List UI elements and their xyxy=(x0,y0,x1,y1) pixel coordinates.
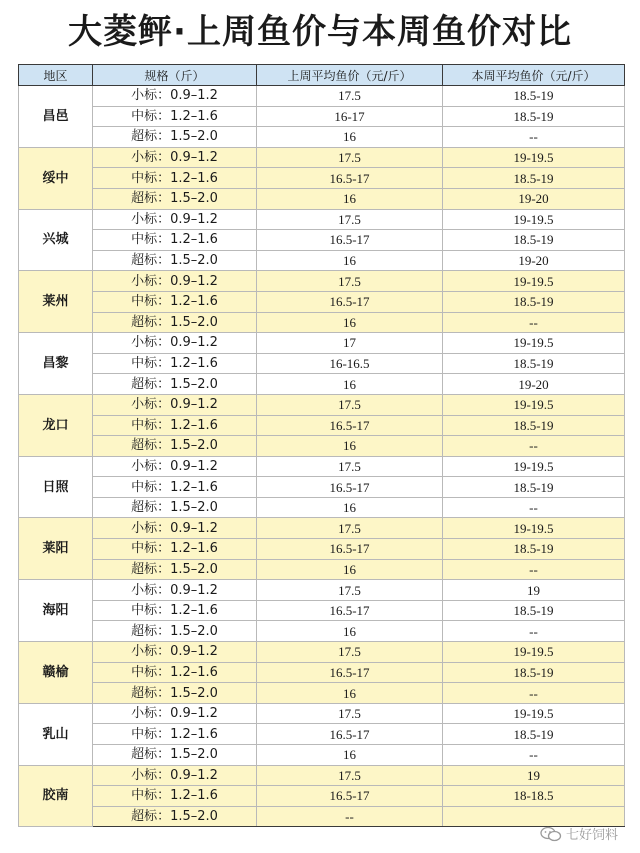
spec-cell: 中标：1.2–1.6 xyxy=(93,106,257,127)
spec-cell: 中标：1.2–1.6 xyxy=(93,600,257,621)
this-week-price-cell: 19-19.5 xyxy=(443,271,625,292)
region-name: 海阳 xyxy=(19,580,93,642)
this-week-price-cell: -- xyxy=(443,312,625,333)
table-row xyxy=(19,127,625,148)
last-week-price-cell: 16 xyxy=(257,127,443,148)
last-week-price-cell: 16 xyxy=(257,250,443,271)
region-name: 昌邑 xyxy=(19,86,93,148)
table-row xyxy=(19,600,625,621)
last-week-price-cell: 16.5-17 xyxy=(257,662,443,683)
this-week-price-cell: 19-19.5 xyxy=(443,456,625,477)
last-week-price-cell: 16 xyxy=(257,374,443,395)
region-name: 绥中 xyxy=(19,147,93,209)
last-week-price-cell: 17.5 xyxy=(257,271,443,292)
this-week-price-cell: -- xyxy=(443,621,625,642)
table-row xyxy=(19,724,625,745)
page-title: 大菱鲆·上周鱼价与本周鱼价对比 xyxy=(68,12,572,52)
last-week-price-cell: 16 xyxy=(257,188,443,209)
table-row xyxy=(19,312,625,333)
last-week-price-cell: 16.5-17 xyxy=(257,291,443,312)
this-week-price-cell: 18.5-19 xyxy=(443,353,625,374)
spec-cell: 小标：0.9–1.2 xyxy=(93,703,257,724)
spec-cell: 超标：1.5–2.0 xyxy=(93,250,257,271)
header-last-week-price: 上周平均鱼价（元/斤） xyxy=(257,65,443,86)
spec-cell: 中标：1.2–1.6 xyxy=(93,477,257,498)
wechat-icon xyxy=(540,826,562,842)
spec-cell: 超标：1.5–2.0 xyxy=(93,312,257,333)
this-week-price-cell: -- xyxy=(443,559,625,580)
last-week-price-cell: 16.5-17 xyxy=(257,230,443,251)
price-comparison-table xyxy=(18,64,625,827)
spec-cell: 超标：1.5–2.0 xyxy=(93,559,257,580)
table-row xyxy=(19,353,625,374)
table-row xyxy=(19,662,625,683)
table-row xyxy=(19,374,625,395)
region-name: 胶南 xyxy=(19,765,93,827)
table-row xyxy=(19,765,625,786)
this-week-price-cell: 18.5-19 xyxy=(443,106,625,127)
region-name: 莱阳 xyxy=(19,518,93,580)
table-row xyxy=(19,745,625,766)
last-week-price-cell: 16.5-17 xyxy=(257,724,443,745)
region-name: 昌黎 xyxy=(19,333,93,395)
table-row xyxy=(19,621,625,642)
last-week-price-cell: 16 xyxy=(257,559,443,580)
last-week-price-cell: 16-17 xyxy=(257,106,443,127)
this-week-price-cell: 18.5-19 xyxy=(443,724,625,745)
this-week-price-cell: 18.5-19 xyxy=(443,291,625,312)
last-week-price-cell: 17.5 xyxy=(257,394,443,415)
spec-cell: 小标：0.9–1.2 xyxy=(93,86,257,107)
this-week-price-cell: -- xyxy=(443,436,625,457)
this-week-price-cell: 19-19.5 xyxy=(443,518,625,539)
last-week-price-cell: 16.5-17 xyxy=(257,786,443,807)
this-week-price-cell: 19-20 xyxy=(443,188,625,209)
table-row xyxy=(19,436,625,457)
spec-cell: 小标：0.9–1.2 xyxy=(93,580,257,601)
spec-cell: 超标：1.5–2.0 xyxy=(93,436,257,457)
region-name: 日照 xyxy=(19,456,93,518)
this-week-price-cell: -- xyxy=(443,497,625,518)
spec-cell: 中标：1.2–1.6 xyxy=(93,539,257,560)
spec-cell: 小标：0.9–1.2 xyxy=(93,765,257,786)
spec-cell: 超标：1.5–2.0 xyxy=(93,683,257,704)
table-row xyxy=(19,683,625,704)
region-name: 赣榆 xyxy=(19,642,93,704)
spec-cell: 小标：0.9–1.2 xyxy=(93,271,257,292)
last-week-price-cell: 17.5 xyxy=(257,209,443,230)
table-header-row xyxy=(19,65,625,86)
spec-cell: 超标：1.5–2.0 xyxy=(93,806,257,827)
this-week-price-cell: 18.5-19 xyxy=(443,662,625,683)
last-week-price-cell: 16 xyxy=(257,436,443,457)
last-week-price-cell: 16.5-17 xyxy=(257,415,443,436)
this-week-price-cell: 19 xyxy=(443,765,625,786)
region-name: 兴城 xyxy=(19,209,93,271)
this-week-price-cell: 18.5-19 xyxy=(443,230,625,251)
this-week-price-cell: 19-20 xyxy=(443,374,625,395)
table-row xyxy=(19,477,625,498)
this-week-price-cell: 18-18.5 xyxy=(443,786,625,807)
last-week-price-cell: 16-16.5 xyxy=(257,353,443,374)
table-row xyxy=(19,518,625,539)
last-week-price-cell: 16.5-17 xyxy=(257,168,443,189)
spec-cell: 超标：1.5–2.0 xyxy=(93,745,257,766)
spec-cell: 超标：1.5–2.0 xyxy=(93,127,257,148)
spec-cell: 小标：0.9–1.2 xyxy=(93,456,257,477)
last-week-price-cell: 17.5 xyxy=(257,456,443,477)
this-week-price-cell: 19-19.5 xyxy=(443,703,625,724)
last-week-price-cell: 17.5 xyxy=(257,518,443,539)
last-week-price-cell: 16 xyxy=(257,683,443,704)
table-row xyxy=(19,497,625,518)
table-row xyxy=(19,271,625,292)
this-week-price-cell: 19-19.5 xyxy=(443,147,625,168)
spec-cell: 小标：0.9–1.2 xyxy=(93,518,257,539)
table-row xyxy=(19,559,625,580)
spec-cell: 超标：1.5–2.0 xyxy=(93,497,257,518)
watermark xyxy=(540,824,618,843)
spec-cell: 超标：1.5–2.0 xyxy=(93,374,257,395)
table-row xyxy=(19,291,625,312)
last-week-price-cell: 16.5-17 xyxy=(257,539,443,560)
last-week-price-cell: 16 xyxy=(257,497,443,518)
table-row xyxy=(19,394,625,415)
header-spec: 规格（斤） xyxy=(93,65,257,86)
this-week-price-cell: 19-19.5 xyxy=(443,333,625,354)
this-week-price-cell: 18.5-19 xyxy=(443,415,625,436)
spec-cell: 中标：1.2–1.6 xyxy=(93,662,257,683)
this-week-price-cell: 19 xyxy=(443,580,625,601)
spec-cell: 小标：0.9–1.2 xyxy=(93,209,257,230)
this-week-price-cell: -- xyxy=(443,683,625,704)
this-week-price-cell: 18.5-19 xyxy=(443,539,625,560)
this-week-price-cell: 18.5-19 xyxy=(443,168,625,189)
spec-cell: 超标：1.5–2.0 xyxy=(93,621,257,642)
spec-cell: 中标：1.2–1.6 xyxy=(93,415,257,436)
table-body xyxy=(19,86,625,827)
spec-cell: 中标：1.2–1.6 xyxy=(93,291,257,312)
last-week-price-cell: 16.5-17 xyxy=(257,477,443,498)
last-week-price-cell: 17.5 xyxy=(257,86,443,107)
region-name: 乳山 xyxy=(19,703,93,765)
table-row xyxy=(19,703,625,724)
this-week-price-cell: 19-20 xyxy=(443,250,625,271)
spec-cell: 小标：0.9–1.2 xyxy=(93,333,257,354)
this-week-price-cell: 19-19.5 xyxy=(443,394,625,415)
this-week-price-cell: 19-19.5 xyxy=(443,642,625,663)
table-row xyxy=(19,456,625,477)
this-week-price-cell: 18.5-19 xyxy=(443,86,625,107)
header-this-week-price: 本周平均鱼价（元/斤） xyxy=(443,65,625,86)
spec-cell: 中标：1.2–1.6 xyxy=(93,168,257,189)
table-row xyxy=(19,86,625,107)
last-week-price-cell: 17.5 xyxy=(257,147,443,168)
spec-cell: 中标：1.2–1.6 xyxy=(93,786,257,807)
region-name: 龙口 xyxy=(19,394,93,456)
table-row xyxy=(19,539,625,560)
table-row xyxy=(19,786,625,807)
table-row xyxy=(19,415,625,436)
table-row xyxy=(19,168,625,189)
table-row xyxy=(19,147,625,168)
this-week-price-cell: 18.5-19 xyxy=(443,600,625,621)
table-row xyxy=(19,333,625,354)
last-week-price-cell: 16 xyxy=(257,312,443,333)
last-week-price-cell: 16 xyxy=(257,621,443,642)
last-week-price-cell: 17 xyxy=(257,333,443,354)
this-week-price-cell: 18.5-19 xyxy=(443,477,625,498)
last-week-price-cell: 17.5 xyxy=(257,765,443,786)
last-week-price-cell: 16 xyxy=(257,745,443,766)
watermark-text: 七好饲料 xyxy=(565,828,618,843)
table-row xyxy=(19,106,625,127)
table-row xyxy=(19,806,625,827)
this-week-price-cell: -- xyxy=(443,127,625,148)
table-row xyxy=(19,188,625,209)
spec-cell: 小标：0.9–1.2 xyxy=(93,394,257,415)
last-week-price-cell: 16.5-17 xyxy=(257,600,443,621)
table-row xyxy=(19,250,625,271)
header-region: 地区 xyxy=(19,65,93,86)
spec-cell: 小标：0.9–1.2 xyxy=(93,642,257,663)
this-week-price-cell: 19-19.5 xyxy=(443,209,625,230)
spec-cell: 中标：1.2–1.6 xyxy=(93,353,257,374)
last-week-price-cell: 17.5 xyxy=(257,580,443,601)
spec-cell: 小标：0.9–1.2 xyxy=(93,147,257,168)
table-row xyxy=(19,230,625,251)
region-name: 莱州 xyxy=(19,271,93,333)
spec-cell: 中标：1.2–1.6 xyxy=(93,724,257,745)
spec-cell: 中标：1.2–1.6 xyxy=(93,230,257,251)
last-week-price-cell: -- xyxy=(257,806,443,827)
this-week-price-cell: -- xyxy=(443,745,625,766)
table-row xyxy=(19,580,625,601)
last-week-price-cell: 17.5 xyxy=(257,642,443,663)
table-row xyxy=(19,209,625,230)
table-row xyxy=(19,642,625,663)
last-week-price-cell: 17.5 xyxy=(257,703,443,724)
spec-cell: 超标：1.5–2.0 xyxy=(93,188,257,209)
